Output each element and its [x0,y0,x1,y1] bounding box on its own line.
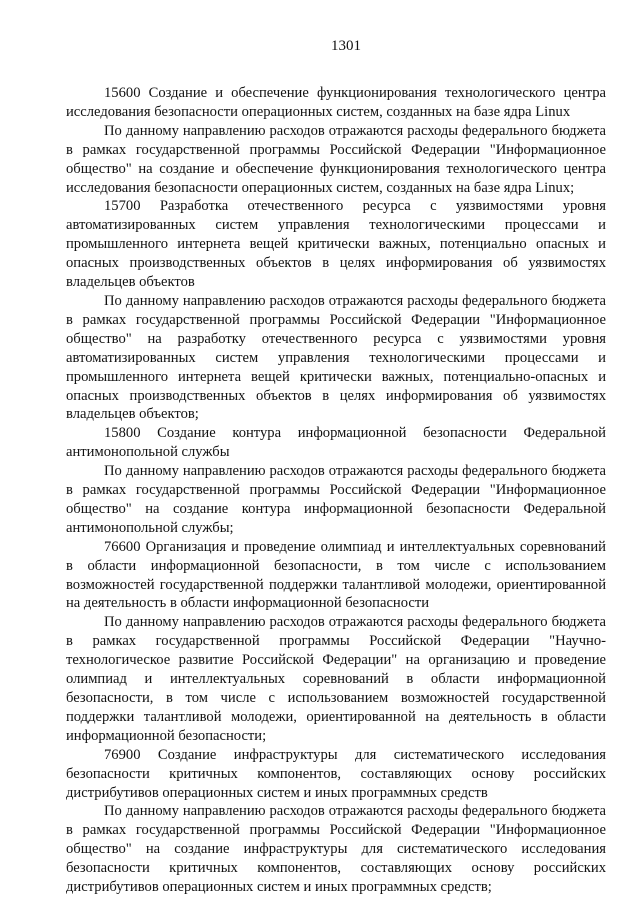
paragraph-15600-description: По данному направлению расходов отражаются расходы федерального бюджета в рамках государственной программы Российской Федерации "Информационное общество" на создание и обеспечение функционирования технологического центра исследования безопасности операционных систем, созданных на базе ядра Linux; [66,122,606,196]
paragraph-76900-heading: 76900 Создание инфраструктуры для систематического исследования безопасности критичных компонентов, составляющих основу российских дистрибутивов операционных систем и иных программных средств [66,746,606,801]
paragraph-76900-description: По данному направлению расходов отражаются расходы федерального бюджета в рамках государственной программы Российской Федерации "Информационное общество" на создание инфраструктуры для систематического исследования безопасности критичных компонентов, составляющих основу российских дистрибутивов операционных систем и иных программных средств; [66,803,606,896]
document-page [66,0,606,897]
paragraph-76600-description: По данному направлению расходов отражаются расходы федерального бюджета в рамках государственной программы Российской Федерации "Научно-технологическое развитие Российской Федерации" на организацию и проведение олимпиад и интеллектуальных соревнований в области информационной безопасности, в том числе с использованием возможностей государственной поддержки талантливой молодежи, ориентированной на деятельность в области информационной безопасности; [66,614,606,744]
paragraph-15700-heading: 15700 Разработка отечественного ресурса с уязвимостями уровня автоматизированных систем управления технологическими процессами и промышленного интернета вещей критически важных, потенциально опасных и опасных производственных объектов в целях информирования об уязвимостях владельцев объектов [66,198,606,291]
paragraph-15800-heading: 15800 Создание контура информационной безопасности Федеральной антимонопольной службы [66,425,606,461]
document-body [66,84,606,897]
page-number: 1301 [331,38,361,54]
paragraph-76600-heading: 76600 Организация и проведение олимпиад и интеллектуальных соревнований в области информационной безопасности, в том числе с использованием возможностей государственной поддержки талантливой молодежи, ориентированной на деятельность в области информационной безопасности [66,538,606,612]
paragraph-15800-description: По данному направлению расходов отражаются расходы федерального бюджета в рамках государственной программы Российской Федерации "Информационное общество" на создание контура информационной безопасности Федеральной антимонопольной службы; [66,463,606,536]
paragraph-15700-description: По данному направлению расходов отражаются расходы федерального бюджета в рамках государственной программы Российской Федерации "Информационное общество" на разработку отечественного ресурса с уязвимостями уровня автоматизированных систем управления технологическими процессами и промышленного интернета вещей критически важных, потенциально-опасных и опасных производственных объектов в целях информирования об уязвимостях владельцев объектов; [66,292,606,423]
paragraph-15600-heading: 15600 Создание и обеспечение функционирования технологического центра исследования безопасности операционных систем, созданных на базе ядра Linux [66,85,606,120]
